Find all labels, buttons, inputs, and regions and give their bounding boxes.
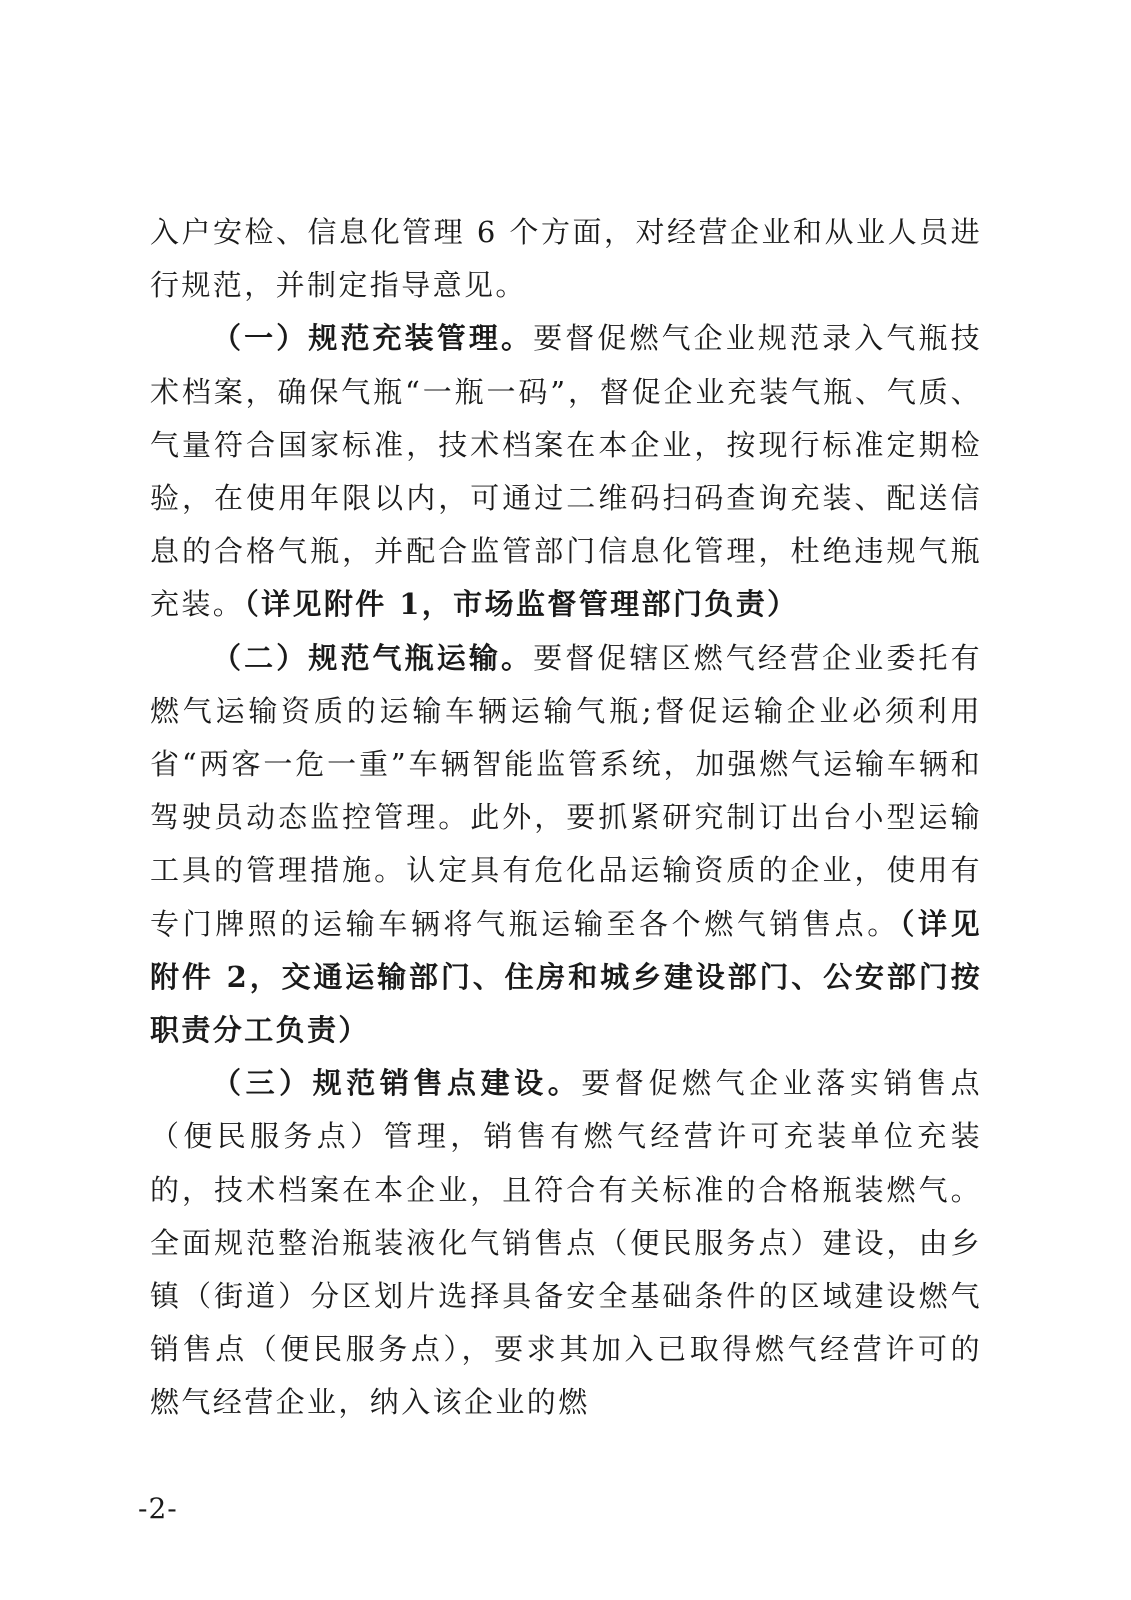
paragraph-text: 入户安检、信息化管理 6 个方面，对经营企业和从业人员进行规范，并制定指导意见。 xyxy=(150,215,982,303)
paragraph-filling-management xyxy=(150,312,982,631)
section-heading: （二）规范气瓶运输。 xyxy=(212,640,534,675)
paragraph-sales-point-construction xyxy=(150,1057,982,1429)
attachment-note: （详见附件 2，交通运输部门、住房和城乡建设部门、公安部门按职责分工负责） xyxy=(150,906,982,1048)
section-heading: （一）规范充装管理。 xyxy=(212,321,534,356)
page-number: -2- xyxy=(138,1492,178,1525)
paragraph-cylinder-transport xyxy=(150,632,982,1058)
paragraph-text: 要督促燃气企业规范录入气瓶技术档案，确保气瓶“一瓶一码”，督促企业充装气瓶、气质、气量符合国家标准，技术档案在本企业，按现行标准定期检验，在使用年限以内，可通过二维码扫码查询充装、配送信息的合格气瓶，并配合监管部门信息化管理，杜绝违规气瓶充装。 xyxy=(150,321,982,622)
section-heading: （三）规范销售点建设。 xyxy=(212,1066,582,1101)
paragraph-continuation xyxy=(150,206,982,312)
paragraph-text: 要督促辖区燃气经营企业委托有燃气运输资质的运输车辆运输气瓶;督促运输企业必须利用省“两客一危一重”车辆智能监管系统，加强燃气运输车辆和驾驶员动态监控管理。此外，要抓紧研究制订出台小型运输工具的管理措施。认定具有危化品运输资质的企业，使用有专门牌照的运输车辆将气瓶运输至各个燃气销售点。 xyxy=(150,640,982,941)
attachment-note: （详见附件 1，市场监督管理部门负责） xyxy=(244,587,799,622)
paragraph-text: 要督促燃气企业落实销售点（便民服务点）管理，销售有燃气经营许可充装单位充装的，技术档案在本企业，且符合有关标准的合格瓶装燃气。全面规范整治瓶装液化气销售点（便民服务点）建设，由乡镇（街道）分区划片选择具备安全基础条件的区域建设燃气销售点（便民服务点），要求其加入已取得燃气经营许可的燃气经营企业，纳入该企业的燃 xyxy=(150,1066,982,1420)
body-text xyxy=(150,206,982,1430)
